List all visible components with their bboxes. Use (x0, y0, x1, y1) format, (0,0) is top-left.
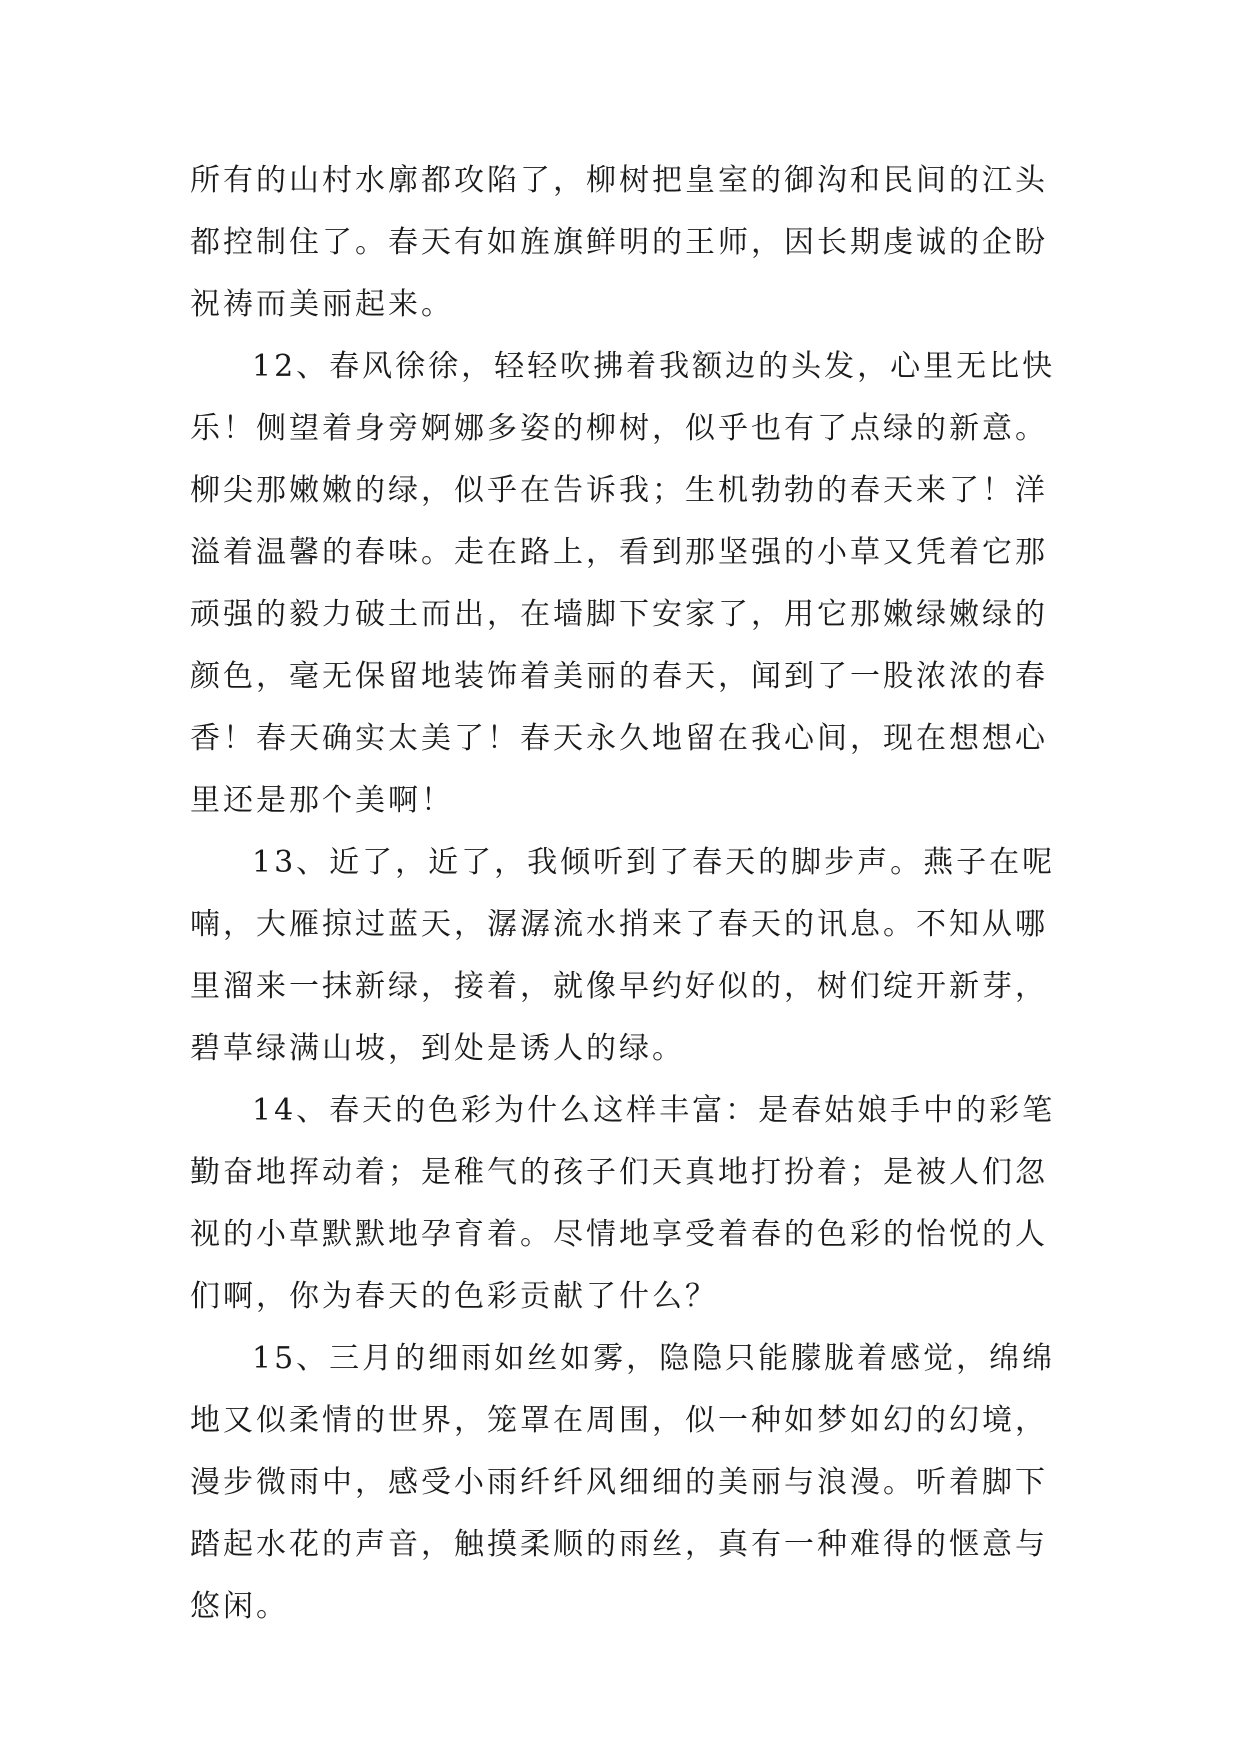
text-line: 里溜来一抹新绿，接着，就像早约好似的，树们绽开新芽， (190, 969, 1048, 1004)
text-line: 香！春天确实太美了！春天永久地留在我心间，现在想想心 (190, 721, 1048, 756)
text-line: 所有的山村水廓都攻陷了，柳树把皇室的御沟和民间的江头 (190, 163, 1048, 198)
text-line: 悠闲。 (190, 1589, 289, 1624)
text-line: 视的小草默默地孕育着。尽情地享受着春的色彩的怡悦的人 (190, 1217, 1048, 1252)
paragraph-12-start: 12、春风徐徐，轻轻吹拂着我额边的头发，心里无比快 (252, 349, 1056, 384)
text-line: 里还是那个美啊！ (190, 783, 454, 818)
text-line: 踏起水花的声音，触摸柔顺的雨丝，真有一种难得的惬意与 (190, 1527, 1048, 1562)
text-line: 喃，大雁掠过蓝天，潺潺流水捎来了春天的讯息。不知从哪 (190, 907, 1048, 942)
text-line: 柳尖那嫩嫩的绿，似乎在告诉我；生机勃勃的春天来了！洋 (190, 473, 1048, 508)
text-line: 们啊，你为春天的色彩贡献了什么？ (190, 1279, 718, 1314)
paragraph-13-start: 13、近了，近了，我倾听到了春天的脚步声。燕子在呢 (252, 845, 1056, 880)
text-line: 颜色，毫无保留地装饰着美丽的春天，闻到了一股浓浓的春 (190, 659, 1048, 694)
text-line: 碧草绿满山坡，到处是诱人的绿。 (190, 1031, 685, 1066)
text-line: 溢着温馨的春味。走在路上，看到那坚强的小草又凭着它那 (190, 535, 1048, 570)
text-line: 乐！侧望着身旁婀娜多姿的柳树，似乎也有了点绿的新意。 (190, 411, 1048, 446)
text-line: 地又似柔情的世界，笼罩在周围，似一种如梦如幻的幻境， (190, 1403, 1048, 1438)
text-line: 祝祷而美丽起来。 (190, 287, 454, 322)
document-body (190, 150, 1056, 1638)
paragraph-15-start: 15、三月的细雨如丝如雾，隐隐只能朦胧着感觉，绵绵 (252, 1341, 1056, 1376)
paragraph-14-start: 14、春天的色彩为什么这样丰富：是春姑娘手中的彩笔 (252, 1093, 1056, 1128)
text-line: 漫步微雨中，感受小雨纤纤风细细的美丽与浪漫。听着脚下 (190, 1465, 1048, 1500)
text-line: 顽强的毅力破土而出，在墙脚下安家了，用它那嫩绿嫩绿的 (190, 597, 1048, 632)
text-line: 勤奋地挥动着；是稚气的孩子们天真地打扮着；是被人们忽 (190, 1155, 1048, 1190)
text-line: 都控制住了。春天有如旌旗鲜明的王师，因长期虔诚的企盼 (190, 225, 1048, 260)
